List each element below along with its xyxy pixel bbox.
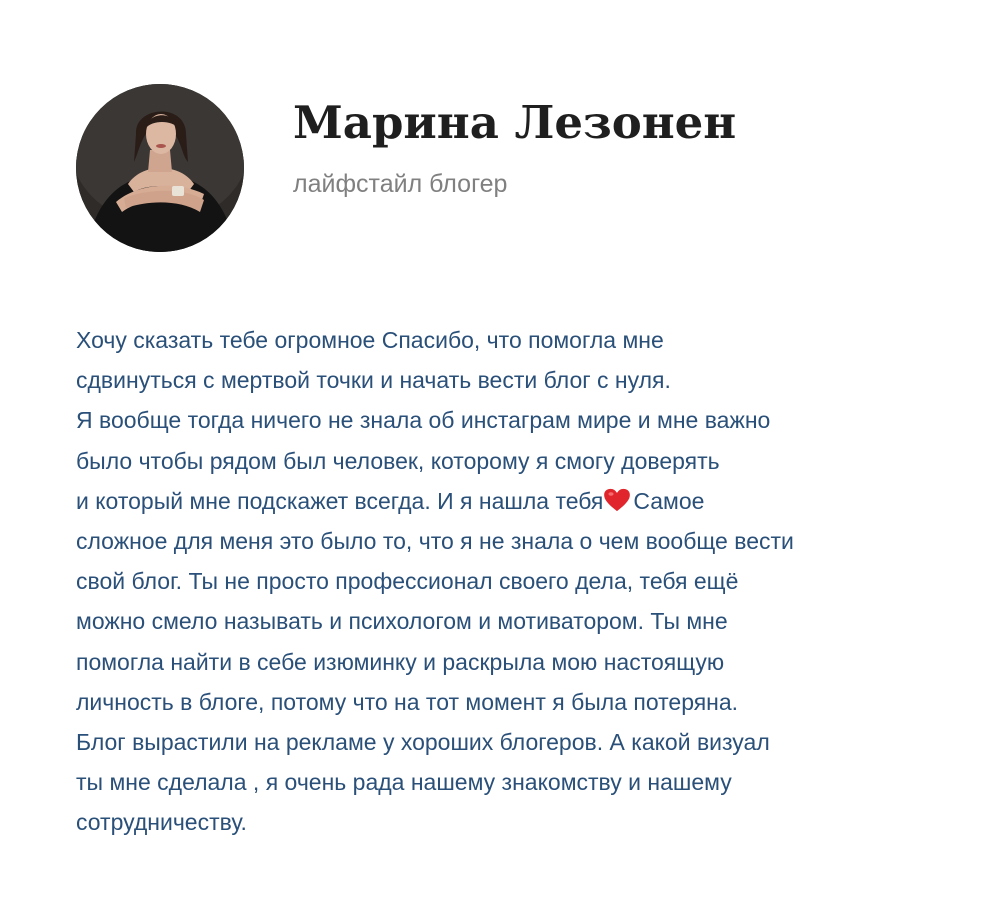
avatar-photo [76,84,244,252]
review-text [76,320,956,843]
review-line: свой блог. Ты не просто профессионал своего дела, тебя ещё [76,568,739,595]
review-line [76,481,956,521]
review-line: было чтобы рядом был человек, которому я смогу доверять [76,447,720,474]
review-line-part: Самое [633,487,705,514]
review-line: Я вообще тогда ничего не знала об инстаграм мире и мне важно [76,407,771,434]
avatar [76,84,244,252]
author-role: лайфстайл блогер [293,170,508,198]
review-line: Блог вырастили на рекламе у хороших блогеров. А какой визуал [76,729,770,756]
review-line: личность в блоге, потому что на тот момент я была потеряна. [76,688,739,715]
review-line: можно смело называть и психологом и мотиватором. Ты мне [76,608,728,635]
review-line: помогла найти в себе изюминку и раскрыла мою настоящую [76,648,725,675]
review-line: ты мне сделала , я очень рада нашему знакомству и нашему [76,769,732,796]
review-line: Хочу сказать тебе огромное Спасибо, что помогла мне [76,327,664,353]
review-line: сдвинуться с мертвой точки и начать вести блог с нуля. [76,367,671,394]
heart-icon [603,488,631,512]
review-line-part: и который мне подскажет всегда. И я нашла тебя [76,487,604,514]
author-name: Марина Лезонен [293,96,737,149]
review-line: сотрудничеству. [76,809,247,836]
review-line: сложное для меня это было то, что я не знала о чем вообще вести [76,528,794,555]
